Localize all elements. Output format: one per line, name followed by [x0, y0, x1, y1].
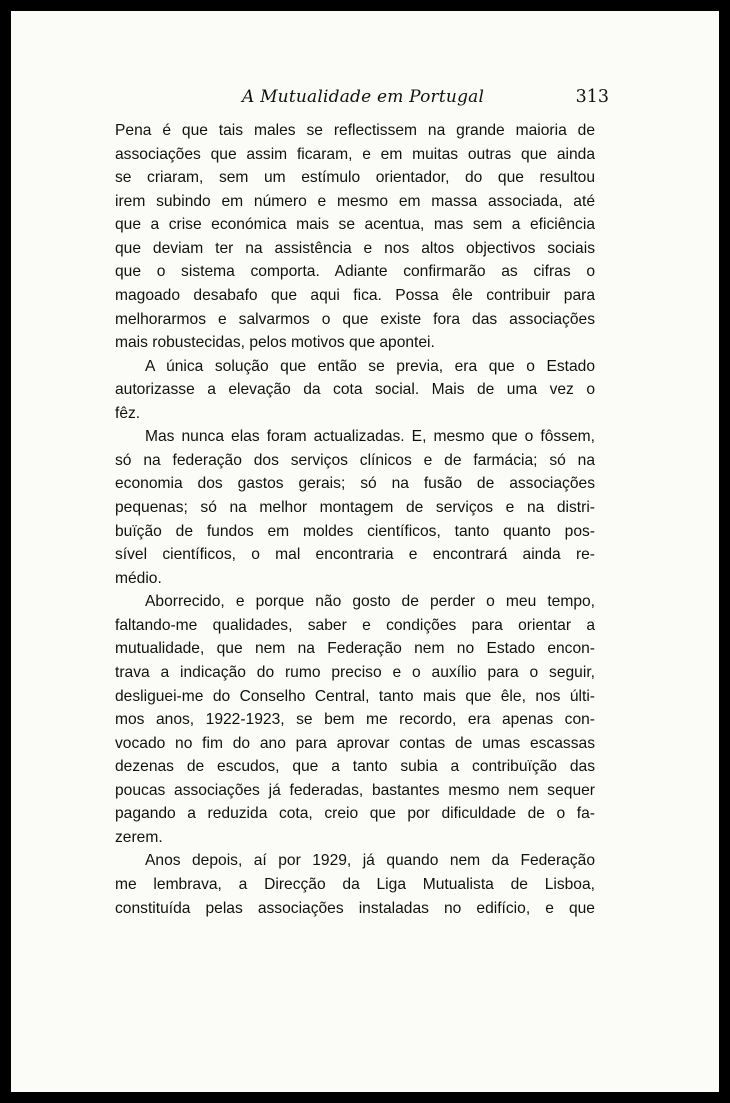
- text-line: magoado desabafo que aqui fica. Possa êle contribuir para: [115, 286, 595, 304]
- text-line: que o sistema comporta. Adiante confirmarão as cifras o: [115, 263, 595, 281]
- text-line: dezenas de escudos, que a tanto subia a contribuïção das: [115, 758, 595, 776]
- book-page: [11, 11, 719, 1092]
- text-line: Aborrecido, e porque não gosto de perder o meu tempo,: [145, 593, 595, 611]
- text-line: me lembrava, a Direcção da Liga Mutualista de Lisboa,: [115, 876, 595, 893]
- text-line: buïção de fundos em moldes científicos, tanto quanto pos-: [115, 522, 595, 540]
- text-line: Pena é que tais males se reflectissem na grande maioria de: [115, 122, 595, 139]
- text-line: melhorarmos e salvarmos o que existe fora das associações: [115, 310, 595, 328]
- text-line: associações que assim ficaram, e em muitas outras que ainda: [115, 145, 595, 163]
- text-line: Mas nunca elas foram actualizadas. E, mesmo que o fôssem,: [145, 428, 595, 446]
- text-line: que deviam ter na assistência e nos altos objectivos sociais: [115, 239, 595, 257]
- text-line: desliguei-me do Conselho Central, tanto mais que êle, nos últi-: [115, 687, 595, 705]
- paragraph: [115, 355, 595, 426]
- text-line: A única solução que então se previa, era que o Estado: [145, 357, 595, 375]
- text-line: pagando a reduzida cota, creio que por dificuldade de o fa-: [115, 805, 595, 823]
- text-line: faltando-me qualidades, saber e condições para orientar a: [115, 616, 595, 634]
- text-line: trava a indicação do rumo preciso e o auxílio para o seguir,: [115, 663, 595, 681]
- text-line: economia dos gastos gerais; só na fusão de associações: [115, 475, 595, 493]
- text-line: vocado no fim do ano para aprovar contas de umas escassas: [115, 734, 595, 752]
- text-line: se criaram, sem um estímulo orientador, do que resultou: [115, 169, 595, 187]
- text-line: zerem.: [115, 828, 163, 846]
- paragraph: [115, 849, 595, 920]
- text-line: que a crise económica mais se acentua, mas sem a eficiência: [115, 216, 595, 234]
- text-line: mais robustecidas, pelos motivos que apontei.: [115, 334, 435, 352]
- body-text: [115, 119, 595, 920]
- paragraph: [115, 425, 595, 590]
- text-line: constituída pelas associações instaladas no edifício, e que: [115, 899, 595, 917]
- text-line: sível científicos, o mal encontraria e encontrará ainda re-: [115, 546, 595, 564]
- text-line: mos anos, 1922-1923, se bem me recordo, era apenas con-: [115, 711, 595, 729]
- text-line: fêz.: [115, 404, 141, 422]
- paragraph: [115, 590, 595, 849]
- text-line: poucas associações já federadas, bastantes mesmo nem sequer: [115, 781, 595, 799]
- page-header: [11, 87, 719, 113]
- text-line: só na federação dos serviços clínicos e de farmácia; só na: [115, 451, 595, 469]
- text-line: irem subindo em número e mesmo em massa associada, até: [115, 192, 595, 210]
- text-line: mutualidade, que nem na Federação nem no Estado encon-: [115, 640, 595, 658]
- page-number: 313: [575, 87, 609, 107]
- text-line: autorizasse a elevação da cota social. Mais de uma vez o: [115, 381, 595, 399]
- text-line: Anos depois, aí por 1929, já quando nem da Federação: [145, 852, 595, 870]
- text-line: pequenas; só na melhor montagem de serviços e na distri-: [115, 499, 595, 516]
- running-title: A Mutualidade em Portugal: [242, 87, 485, 107]
- paragraph: [115, 119, 595, 355]
- text-line: médio.: [115, 569, 162, 587]
